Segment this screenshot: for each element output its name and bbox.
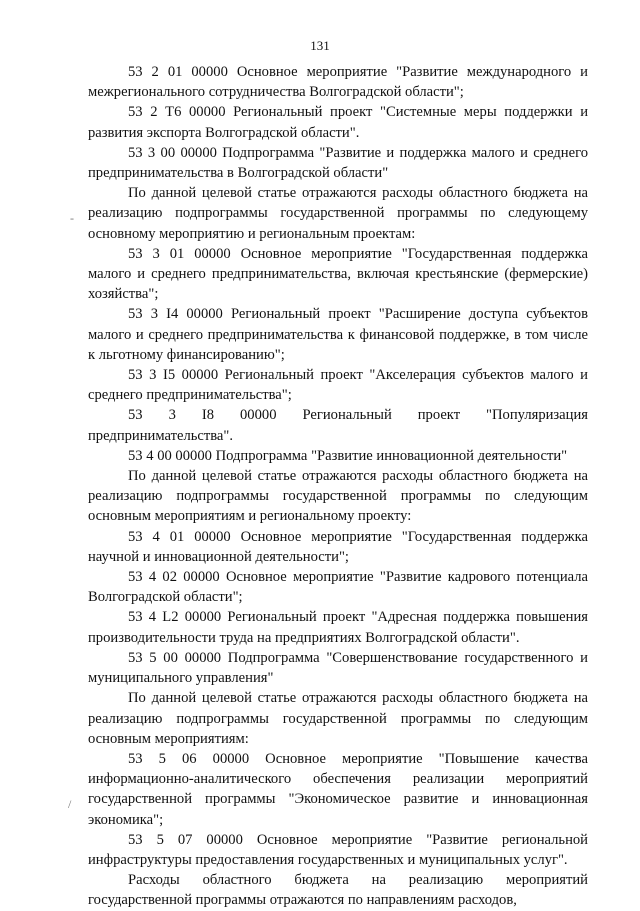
paragraph-53-4-00: 53 4 00 00000 Подпрограмма "Развитие инновационной деятельности" [128, 447, 568, 464]
paragraph-53-5-07: 53 5 07 00000 Основное мероприятие "Развитие региональной инфраструктуры предоставления государственных и муниципальных услуг". [88, 831, 588, 868]
paragraph-53-5-06: 53 5 06 00000 Основное мероприятие "Повышение качества информационно-аналитического обеспечения реализации мероприятий государственной программы "Экономическое развитие и инновационная экономика"; [88, 750, 588, 828]
margin-tick-mark: - [70, 211, 74, 225]
paragraph-53-4-01: 53 4 01 00000 Основное мероприятие "Государственная поддержка научной и инновационной деятельности"; [88, 528, 588, 565]
paragraph-subprogram-5-intro: По данной целевой статье отражаются расходы областного бюджета на реализацию подпрограммы государственной программы по следующим основным мероприятиям: [88, 690, 588, 747]
paragraph-53-3-i5: 53 3 I5 00000 Региональный проект "Акселерация субъектов малого и среднего предпринимательства"; [88, 367, 588, 404]
paragraph-subprogram-3-intro: По данной целевой статье отражаются расходы областного бюджета на реализацию подпрограммы государственной программы по следующему основному мероприятию и региональным проектам: [88, 185, 588, 242]
paragraph-53-4-02: 53 4 02 00000 Основное мероприятие "Развитие кадрового потенциала Волгоградской области"; [88, 569, 588, 606]
paragraph-subprogram-4-intro: По данной целевой статье отражаются расходы областного бюджета на реализацию подпрограммы государственной программы по следующим основным мероприятиям и региональному проекту: [88, 468, 588, 525]
paragraph-expenses-note: Расходы областного бюджета на реализацию мероприятий государственной программы отражаются по направлениям расходов, [88, 872, 588, 909]
paragraph-53-3-i4: 53 3 I4 00000 Региональный проект "Расширение доступа субъектов малого и среднего предпринимательства к финансовой поддержке, в том числе к льготному финансированию"; [88, 306, 588, 363]
margin-tick-mark: / [68, 797, 72, 811]
paragraph-53-3-i8: 53 3 I8 00000 Региональный проект "Популяризация предпринимательства". [88, 407, 588, 444]
paragraph-53-3-00: 53 3 00 00000 Подпрограмма "Развитие и поддержка малого и среднего предпринимательства в Волгоградской области" [88, 144, 588, 182]
paragraph-53-3-01: 53 3 01 00000 Основное мероприятие "Государственная поддержка малого и среднего предпринимательства, включая крестьянские (фермерские) хозяйства"; [88, 245, 588, 303]
document-body [88, 62, 588, 911]
paragraph-53-2-t6: 53 2 Т6 00000 Региональный проект "Системные меры поддержки и развития экспорта Волгоградской области". [88, 104, 588, 141]
paragraph-53-4-l2: 53 4 L2 00000 Региональный проект "Адресная поддержка повышения производительности труда на предприятиях Волгоградской области". [88, 609, 588, 646]
paragraph-53-2-01: 53 2 01 00000 Основное мероприятие "Развитие международного и межрегионального сотрудничества Волгоградской области"; [88, 64, 588, 101]
paragraph-53-5-00: 53 5 00 00000 Подпрограмма "Совершенствование государственного и муниципального управления" [88, 649, 588, 687]
page-number: 131 [310, 38, 330, 53]
